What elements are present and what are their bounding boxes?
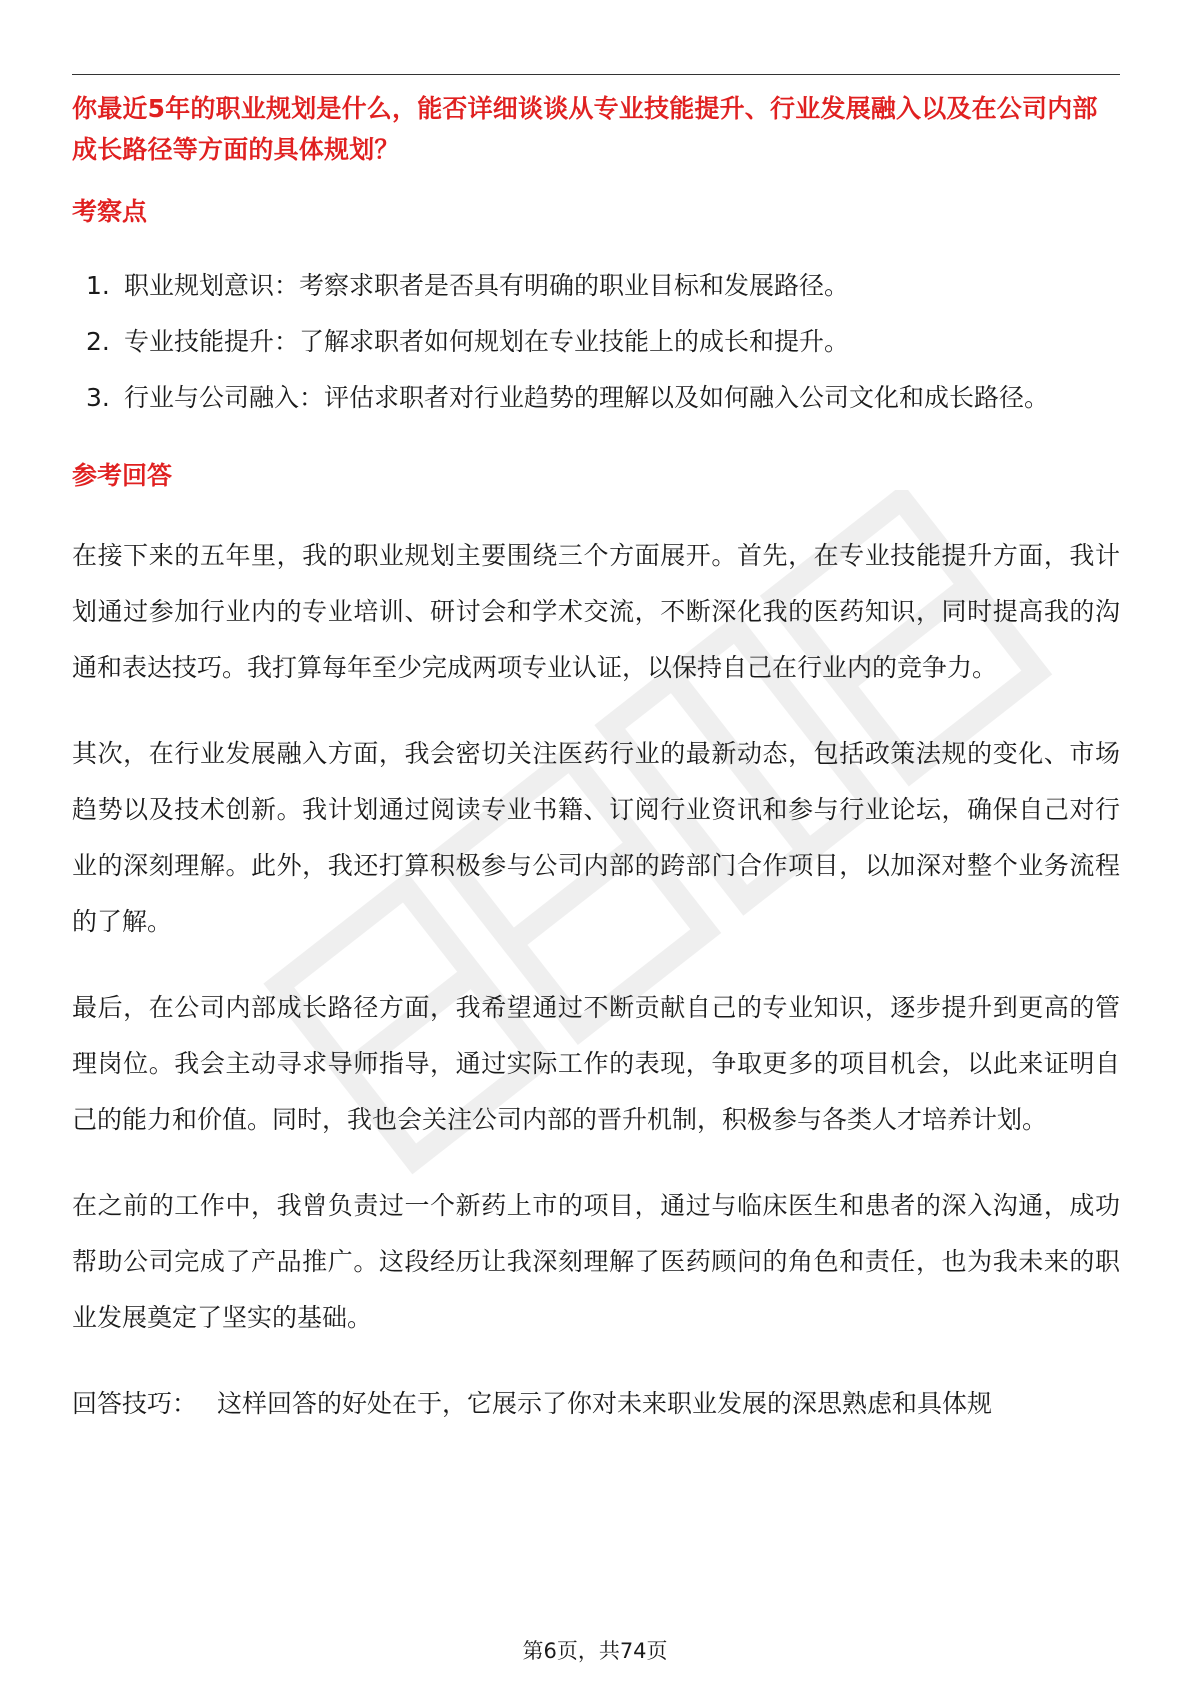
- list-item: [72, 258, 1120, 314]
- top-divider: [72, 74, 1120, 75]
- answer-paragraph: 其次，在行业发展融入方面，我会密切关注医药行业的最新动态，包括政策法规的变化、市场趋势以及技术创新。我计划通过阅读专业书籍、订阅行业资讯和参与行业论坛，确保自己对行业的深刻理解。此外，我还打算积极参与公司内部的跨部门合作项目，以加深对整个业务流程的了解。: [72, 739, 1120, 936]
- answer-title: 参考回答: [72, 461, 173, 490]
- tips-text: 这样回答的好处在于，它展示了你对未来职业发展的深思熟虑和具体规: [217, 1389, 993, 1418]
- exam-points-list: [72, 258, 1120, 426]
- answer-paragraph: 在之前的工作中，我曾负责过一个新药上市的项目，通过与临床医生和患者的深入沟通，成功帮助公司完成了产品推广。这段经历让我深刻理解了医药顾问的角色和责任，也为我未来的职业发展奠定了坚实的基础。: [72, 1191, 1120, 1332]
- list-item-text: 职业规划意识：考察求职者是否具有明确的职业目标和发展路径。: [124, 271, 850, 300]
- tips-label: 回答技巧：: [72, 1389, 198, 1418]
- tips-paragraph: [72, 1376, 1120, 1432]
- question-heading: 你最近5年的职业规划是什么，能否详细谈谈从专业技能提升、行业发展融入以及在公司内部成长路径等方面的具体规划？: [72, 94, 1098, 164]
- list-item: [72, 314, 1120, 370]
- list-item-number: 3.: [86, 383, 110, 412]
- list-item-number: 2.: [86, 327, 110, 356]
- page-number-footer: 第6页，共74页: [522, 1639, 668, 1663]
- exam-points-title: 考察点: [72, 197, 148, 226]
- list-item: [72, 370, 1120, 426]
- document-body: [72, 88, 1120, 1432]
- answer-paragraph: 在接下来的五年里，我的职业规划主要围绕三个方面展开。首先，在专业技能提升方面，我计划通过参加行业内的专业培训、研讨会和学术交流，不断深化我的医药知识，同时提高我的沟通和表达技巧。我打算每年至少完成两项专业认证，以保持自己在行业内的竞争力。: [72, 541, 1120, 682]
- list-item-text: 行业与公司融入：评估求职者对行业趋势的理解以及如何融入公司文化和成长路径。: [124, 383, 1050, 412]
- list-item-text: 专业技能提升：了解求职者如何规划在专业技能上的成长和提升。: [124, 327, 850, 356]
- answer-paragraph: 最后，在公司内部成长路径方面，我希望通过不断贡献自己的专业知识，逐步提升到更高的管理岗位。我会主动寻求导师指导，通过实际工作的表现，争取更多的项目机会，以此来证明自己的能力和价值。同时，我也会关注公司内部的晋升机制，积极参与各类人才培养计划。: [72, 993, 1120, 1134]
- list-item-number: 1.: [86, 271, 110, 300]
